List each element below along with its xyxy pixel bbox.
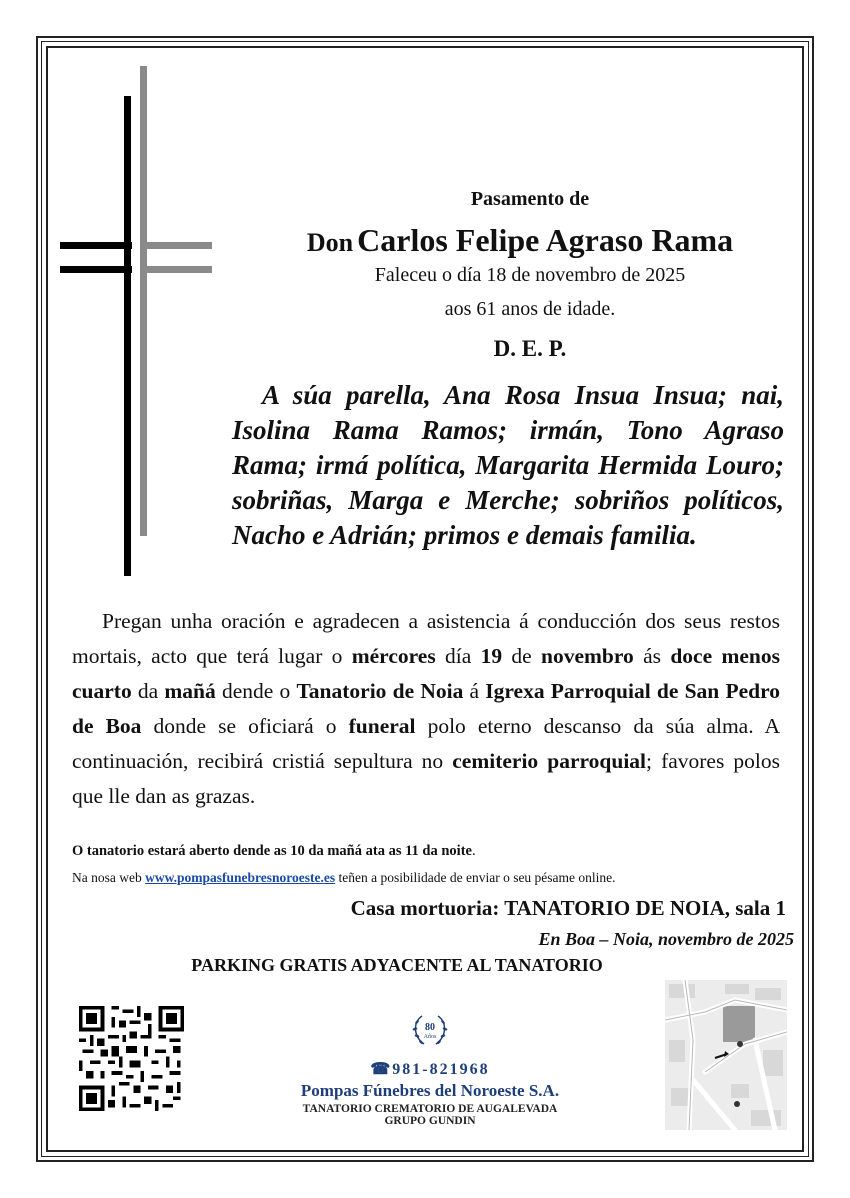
badge-word: Años	[423, 1034, 437, 1040]
age: aos 61 anos de idade.	[444, 298, 616, 320]
family-list: A súa parella, Ana Rosa Insua Insua; nai, Isolina Rama Ramos; irmán, Tono Agraso Rama; irmá política, Margarita Hermida Louro; sobriñas, Marga e Merche; sobriños políticos, Nacho e Adrián; primos e demais familia.	[232, 380, 784, 550]
full-name: Carlos Felipe Agraso Rama	[357, 222, 734, 258]
cross-horizontal-black-bottom	[60, 266, 132, 273]
company-block	[270, 1012, 590, 1127]
place-date: En Boa – Noia, novembro de 2025	[538, 929, 794, 949]
honorific: Don	[306, 228, 354, 257]
web-notice: Na nosa web www.pompasfunebresnoroeste.es teñen a posibilidade de enviar o seu pésame online.	[72, 870, 616, 885]
dep-text: D. E. P.	[493, 336, 567, 361]
cross-vertical-grey	[140, 66, 147, 536]
qr-code-icon[interactable]	[79, 1006, 184, 1111]
ceremony-text: Pregan unha oración e agradecen a asistencia á conducción dos seus restos mortais, acto que terá lugar o mércores día 19 de novembro ás doce menos cuarto da mañá dende o Tanatorio de Noia á Igrexa Parroquial de San Pedro de Boa donde se oficiará o funeral polo eterno descanso da súa alma. A continuación, recibirá cristiá sepultura no cemiterio parroquial; favores polos que lle dan as grazas.	[72, 609, 780, 808]
cross-horizontal-black-top	[60, 242, 132, 249]
casa-mortuoria: Casa mortuoria: TANATORIO DE NOIA, sala 1	[350, 896, 786, 920]
parking-notice: PARKING GRATIS ADYACENTE AL TANATORIO	[191, 955, 603, 975]
pasamento-heading: Pasamento de	[470, 188, 590, 210]
cross-icon	[58, 66, 218, 586]
death-date: Faleceu o día 18 de novembro de 2025	[374, 264, 686, 286]
group-name: GRUPO GUNDIN	[384, 1115, 476, 1127]
crematorio-name: TANATORIO CREMATORIO DE AUGALEVADA	[302, 1103, 558, 1115]
website-link[interactable]: www.pompasfunebresnoroeste.es	[145, 870, 336, 885]
opening-hours: O tanatorio estará aberto dende as 10 da mañá ata as 11 da noite.	[72, 843, 476, 859]
cross-horizontal-grey-bottom	[140, 266, 212, 273]
deceased-name	[240, 222, 800, 259]
cross-vertical-black	[124, 96, 131, 576]
laurel-80-badge-icon	[408, 1012, 452, 1048]
company-name: Pompas Fúnebres del Noroeste S.A.	[300, 1081, 560, 1100]
phone-number[interactable]: ☎981-821968	[370, 1061, 490, 1078]
cross-horizontal-grey-top	[140, 242, 212, 249]
location-map-icon[interactable]	[665, 980, 787, 1130]
badge-number: 80	[425, 1022, 435, 1033]
